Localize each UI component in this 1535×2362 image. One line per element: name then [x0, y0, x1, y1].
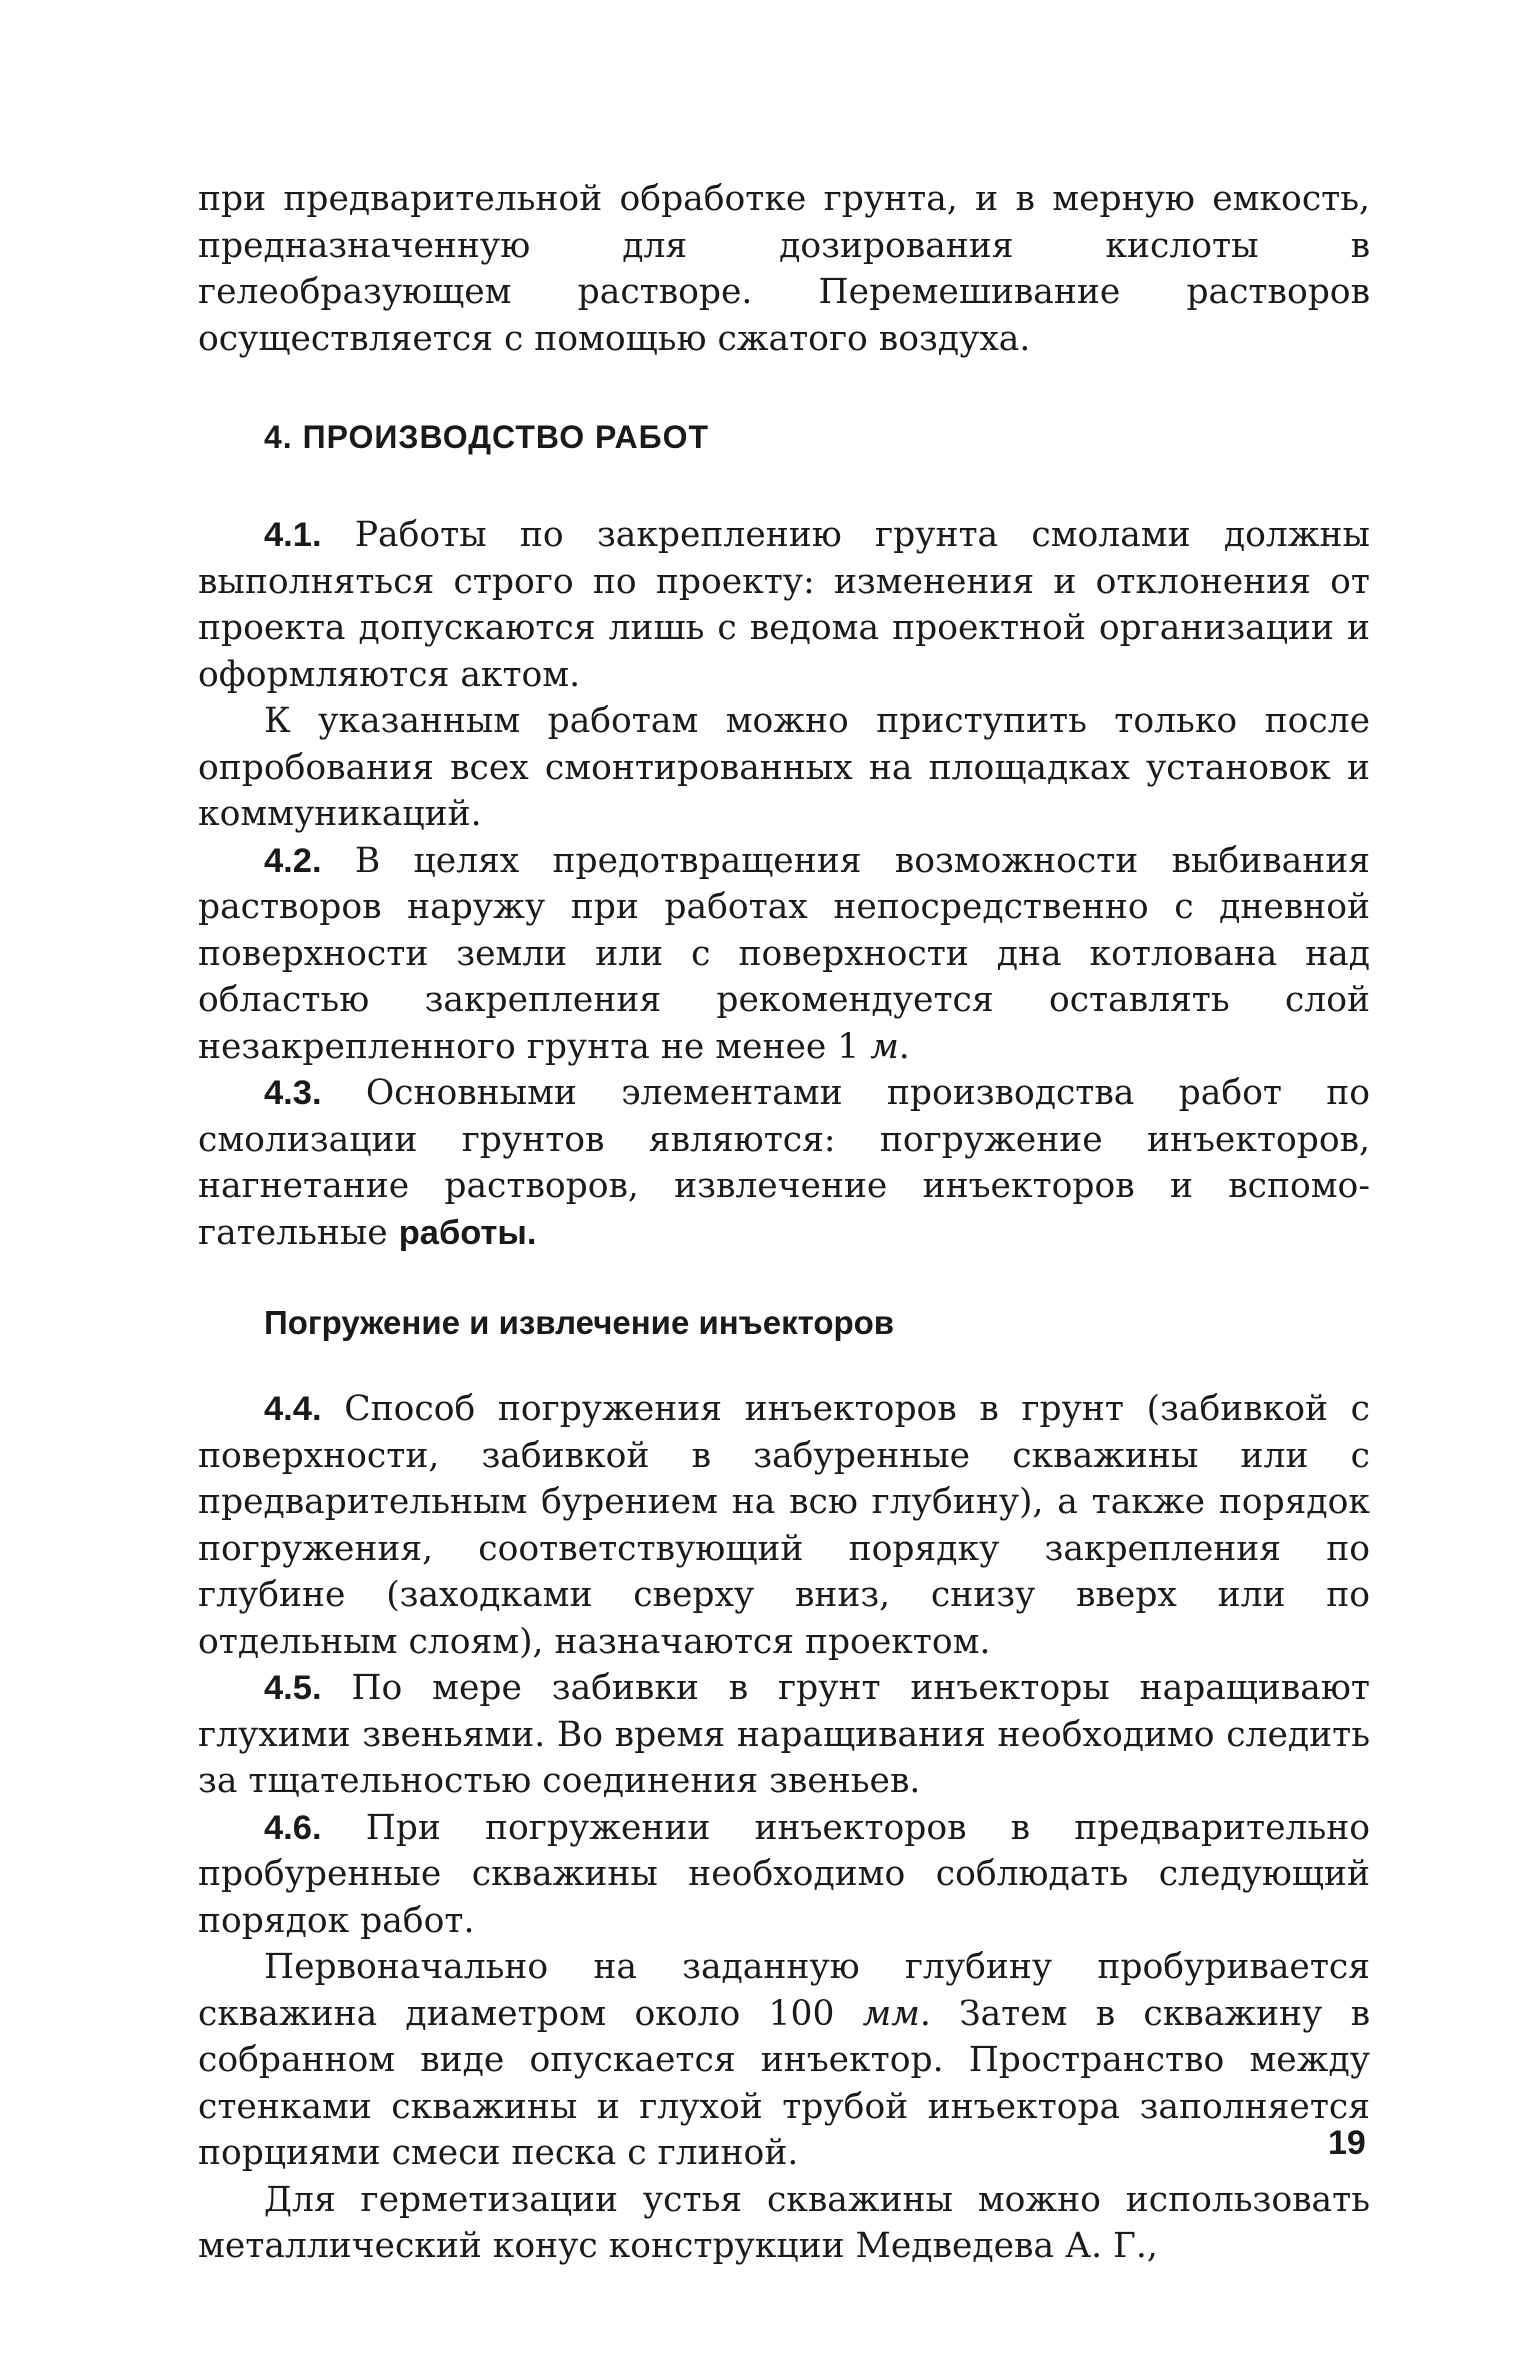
clause-number: 4.2.	[264, 841, 322, 880]
paragraph-4-4	[198, 1386, 1370, 1665]
paragraph-4-1-continued	[198, 698, 1370, 838]
paragraph-end: .	[898, 1026, 910, 1067]
paragraph-text: Для герметизации устья скважины можно использовать металлический конус конструкции Медведева А. Г.,	[198, 2179, 1370, 2266]
subsection-heading: Погружение и извлечение инъекторов	[264, 1304, 895, 1341]
paragraph-4-6-final	[198, 2177, 1370, 2270]
section-heading: 4. ПРОИЗВОДСТВО РАБОТ	[264, 419, 710, 455]
intro-paragraph	[198, 176, 1370, 362]
paragraph-text: В целях предотвращения возможности выбивания растворов наружу при работах непосредственно с дневной поверхности земли или с поверхности дна котлована над областью закрепления рекомендуется оставлять слой незакрепленного грунта не менее 1	[198, 840, 1370, 1067]
paragraph-text: Способ погружения инъекторов в грунт (забивкой с поверхности, забивкой в забуренные скважины или с предварительным бурением на всю глубину), а также порядок погружения, соответствующий порядку закрепления по глубине (заходками сверху вниз, снизу вверх или по отдельным слоям), назначаются проектом.	[198, 1389, 1370, 1662]
clause-number: 4.5.	[264, 1669, 322, 1707]
paragraph-text: К указанным работам можно приступить только после опробования всех смонтированных на площадках установок и коммуникаций.	[198, 701, 1370, 834]
paragraph-4-3	[198, 1070, 1370, 1256]
paragraph-bold-tail: работы.	[398, 1213, 537, 1252]
paragraph-text: При погружении инъекторов в предварительно пробуренные скважины необходимо соблюдать следующий порядок работ.	[198, 1807, 1370, 1941]
paragraph-4-2	[198, 838, 1370, 1071]
paragraph-4-5	[198, 1665, 1370, 1805]
clause-number: 4.4.	[264, 1390, 322, 1428]
paragraph-text: Работы по закреплению грунта смолами должны выполняться строго по проекту: изменения и отклонения от проекта допускаются лишь с ведома проектной организации и оформляются актом.	[198, 515, 1370, 695]
unit-text: м	[870, 1026, 899, 1067]
paragraph-4-1	[198, 512, 1370, 698]
clause-number: 4.3.	[264, 1074, 322, 1112]
page-number: 19	[1328, 2124, 1366, 2162]
paragraph-text-2: . Затем в скважину в собранном виде опускается инъектор. Пространство между стенками скважины и глухой трубой инъектора заполняется порциями смеси песка с глиной.	[198, 1993, 1370, 2173]
clause-number: 4.6.	[264, 1808, 322, 1847]
unit-text: мм	[862, 1993, 920, 2034]
paragraph-4-6-continued	[198, 1944, 1370, 2177]
paragraph-text: Первоначально на заданную глубину пробуривается скважина диаметром около 100	[198, 1947, 1370, 2034]
paragraph-text: Основными элементами производства работ по смолизации грунтов являются: погружение инъекторов, нагнетание растворов, извлечение инъекторов и вспомогательные	[198, 1073, 1371, 1253]
clause-number: 4.1.	[264, 516, 322, 554]
paragraph-text: По мере забивки в грунт инъекторы наращивают глухими звеньями. Во время наращивания необходимо следить за тщательностью соединения звеньев.	[198, 1668, 1370, 1801]
document-page	[198, 176, 1370, 2270]
paragraph-4-6	[198, 1805, 1370, 1945]
intro-text: при предварительной обработке грунта, и в мерную емкость, предназначенную для дозирования кислоты в гелеобразующем растворе. Перемешивание растворов осуществляется с помощью сжатого воздуха.	[198, 179, 1370, 359]
